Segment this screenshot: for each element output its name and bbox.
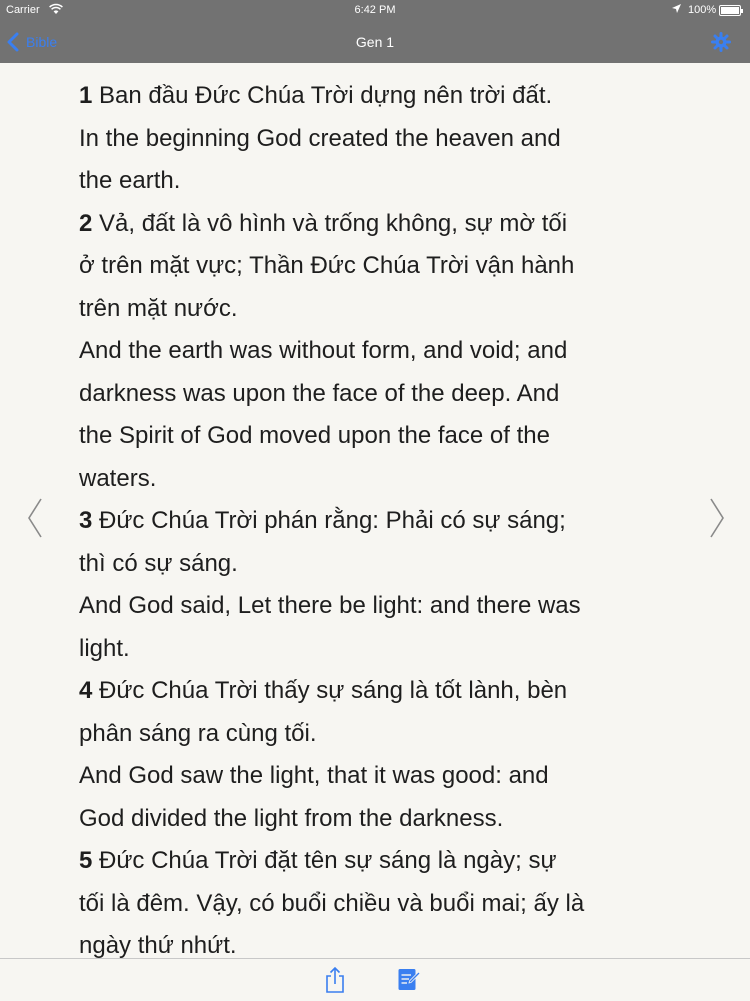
verse-line-english: God divided the light from the darkness. [79, 804, 504, 832]
share-button[interactable] [324, 966, 346, 999]
verse-text: Đức Chúa Trời thấy sự sáng là tốt lành, bèn [99, 677, 568, 704]
verse-line-english: In the beginning God created the heaven and [79, 124, 561, 152]
verse-line-vietnamese [79, 840, 679, 883]
verse-line-english: And God said, Let there be light: and there was [79, 592, 581, 619]
navigation-bar [0, 22, 750, 63]
gear-icon [710, 40, 732, 57]
verse-number: 3 [79, 507, 93, 534]
verse-number: 2 [79, 209, 93, 237]
verse-line-english: the Spirit of God moved upon the face of the [79, 422, 550, 449]
verse-line-vietnamese [79, 925, 679, 958]
next-chapter-button[interactable] [708, 497, 726, 544]
verse-number: 5 [79, 847, 93, 874]
page-title: Gen 1 [355, 34, 395, 50]
status-bar [0, 0, 750, 22]
verse-line-english: And the earth was without form, and void; and [79, 337, 568, 364]
verse-text: Vả, đất là vô hình và trống không, sự mờ tối [99, 209, 568, 237]
battery-percent: 100% [688, 4, 717, 16]
share-icon [324, 981, 346, 998]
bottom-toolbar [0, 958, 750, 1001]
status-time: 6:42 PM [354, 4, 396, 16]
verse-line-english: waters. [79, 464, 157, 492]
verse-number: 4 [79, 677, 93, 704]
verse-line-vietnamese [79, 883, 679, 926]
verse-text: phân sáng ra cùng tối. [79, 719, 317, 747]
verse-line-vietnamese [79, 288, 679, 331]
verse-line-english: light. [79, 634, 130, 662]
verse-line-english: darkness was upon the face of the deep. And [79, 379, 560, 407]
verse-text: ở trên mặt vực; Thần Đức Chúa Trời vận hành [79, 252, 575, 279]
settings-button[interactable] [710, 31, 732, 53]
chevron-left-icon [26, 526, 44, 543]
verse-text: thì có sự sáng. [79, 549, 238, 577]
notes-edit-icon [397, 979, 421, 996]
verse-text: ngày thứ nhứt. [79, 932, 237, 958]
verse-line-vietnamese [79, 500, 679, 543]
verse-line-vietnamese [79, 75, 679, 118]
verse-line-english: And God saw the light, that it was good: and [79, 762, 549, 789]
verse-text: trên mặt nước. [79, 294, 238, 322]
verse-line-vietnamese [79, 713, 679, 756]
verse-line-vietnamese [79, 543, 679, 586]
battery-icon [719, 5, 741, 16]
verse-text: Đức Chúa Trời phán rằng: Phải có sự sáng; [99, 507, 566, 534]
carrier-label: Carrier [6, 4, 40, 16]
back-button-label: Bible [26, 34, 58, 50]
verse-text: Ban đầu Đức Chúa Trời dựng nên trời đất. [99, 82, 553, 109]
verse-text: Đức Chúa Trời đặt tên sự sáng là ngày; sự [99, 847, 557, 874]
verse-number: 1 [79, 82, 93, 109]
verse-line-vietnamese [79, 203, 679, 246]
verse-line-english: the earth. [79, 167, 181, 194]
notes-button[interactable] [397, 966, 421, 997]
verse-text: tối là đêm. Vậy, có buổi chiều và buổi mai; ấy là [79, 889, 585, 917]
verse-line-vietnamese [79, 670, 679, 713]
chapter-text [79, 75, 679, 958]
chevron-right-icon [708, 526, 726, 543]
verse-line-vietnamese [79, 245, 679, 288]
previous-chapter-button[interactable] [26, 497, 44, 544]
location-arrow-icon [671, 3, 682, 17]
